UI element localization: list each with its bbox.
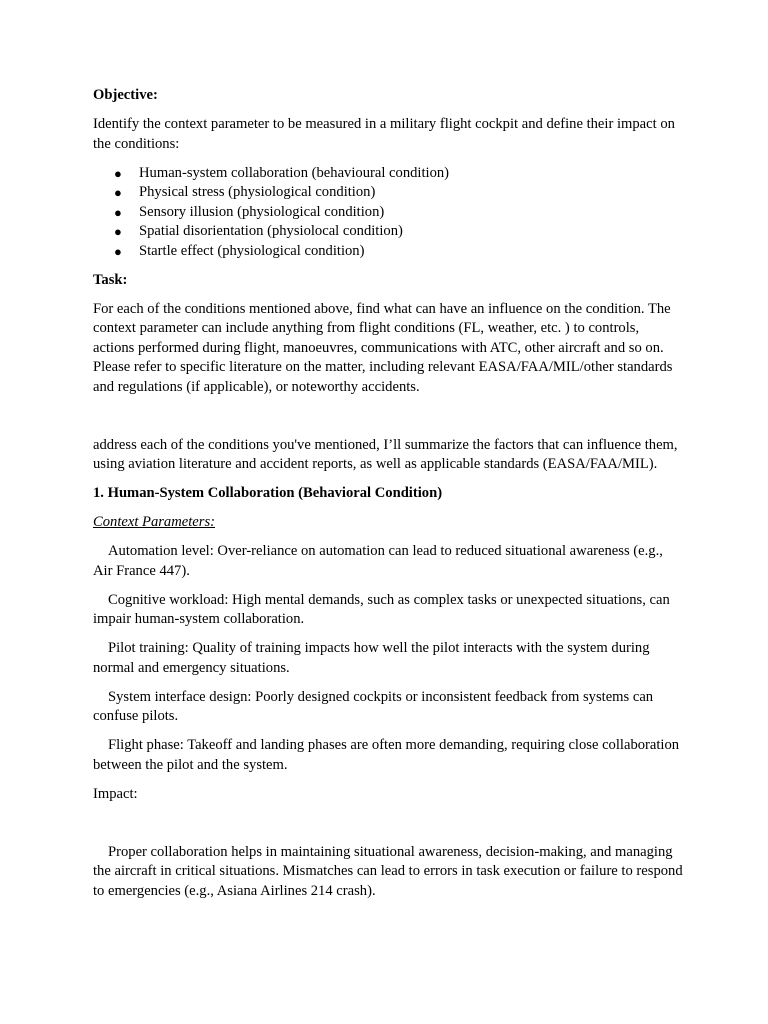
list-item — [93, 203, 683, 223]
bullet-icon: ● — [114, 204, 122, 220]
spacer — [93, 407, 683, 436]
bullet-icon: ● — [114, 165, 122, 181]
list-item — [93, 242, 683, 262]
impact-label: Impact: — [93, 785, 138, 802]
parameter-paragraph: System interface design: Poorly designed cockpits or inconsistent feedback from systems can confuse pilots. — [93, 688, 654, 724]
context-parameters-label: Context Parameters: — [93, 514, 215, 530]
parameter-paragraph: Flight phase: Takeoff and landing phases are often more demanding, requiring close collaboration between the pilot and the system. — [93, 737, 680, 773]
document-content — [93, 86, 683, 911]
impact-paragraph: Proper collaboration helps in maintaining situational awareness, decision-making, and managing the aircraft in critical situations. Mismatches can lead to errors in task execution or failure to respond to emergencies (e.g., Asiana Airlines 214 crash). — [93, 843, 683, 899]
task-text: For each of the conditions mentioned above, find what can have an influence on the condition. The context parameter can include anything from flight conditions (FL, weather, etc. ) to controls, actions performed during flight, manoeuvres, communications with ATC, other aircraft and so on. Please refer to specific literature on the matter, including relevant EASA/FAA/MIL/other standards and regulations (if applicable), or noteworthy accidents. — [93, 300, 673, 395]
condition-label: Human-system collaboration (behavioural condition) — [139, 164, 450, 181]
objective-heading: Objective: — [93, 87, 158, 103]
condition-label: Startle effect (physiological condition) — [139, 242, 365, 259]
parameter-paragraph: Automation level: Over-reliance on automation can lead to reduced situational awareness (e.g., Air France 447). — [93, 543, 663, 579]
bullet-icon: ● — [114, 243, 122, 259]
parameter-paragraph: Pilot training: Quality of training impacts how well the pilot interacts with the system during normal and emergency situations. — [93, 640, 650, 676]
condition-label: Spatial disorientation (physiolocal condition) — [139, 223, 403, 239]
list-item — [93, 183, 683, 203]
response-intro: address each of the conditions you've mentioned, I’ll summarize the factors that can influence them, using aviation literature and accident reports, as well as applicable standards (EASA/FAA/MIL). — [93, 436, 678, 472]
task-heading: Task: — [93, 271, 128, 288]
section-heading: 1. Human-System Collaboration (Behavioral Condition) — [93, 485, 443, 501]
condition-label: Sensory illusion (physiological condition) — [139, 203, 385, 220]
objective-text: Identify the context parameter to be measured in a military flight cockpit and define their impact on the conditions: — [93, 116, 675, 152]
list-item — [93, 222, 683, 242]
spacer — [93, 814, 683, 843]
parameter-paragraph: Cognitive workload: High mental demands, such as complex tasks or unexpected situations, can impair human-system collaboration. — [93, 591, 670, 627]
bullet-icon: ● — [114, 224, 122, 239]
condition-label: Physical stress (physiological condition) — [139, 184, 376, 200]
conditions-list — [93, 164, 683, 262]
list-item — [93, 164, 683, 184]
bullet-icon: ● — [114, 185, 122, 200]
